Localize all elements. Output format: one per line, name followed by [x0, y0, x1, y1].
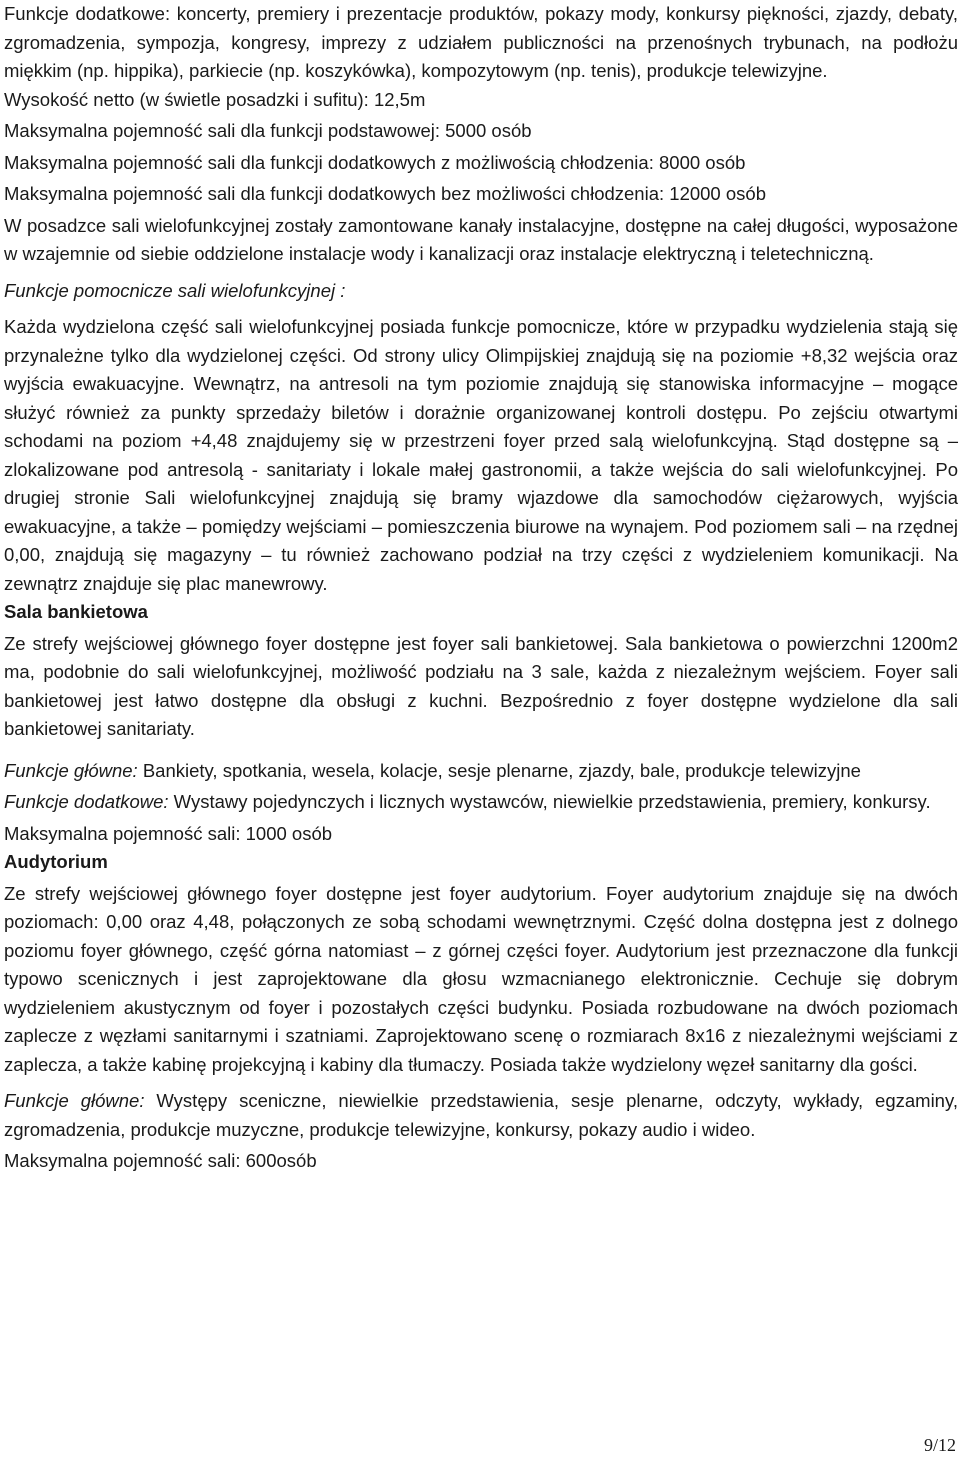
- auditorium-main-functions-text: Występy sceniczne, niewielkie przedstawienia, sesje plenarne, odczyty, wykłady, egzaminy, zgromadzenia, produkcje muzyczne, produkcje telewizyjne, konkursy, pokazy audio i wideo.: [4, 1090, 958, 1140]
- document-page: [4, 0, 958, 1176]
- auditorium-heading: Audytorium: [4, 851, 108, 872]
- spec-height: Wysokość netto (w świetle posadzki i sufitu): 12,5m: [4, 88, 426, 110]
- spec-capacity-basic: Maksymalna pojemność sali dla funkcji podstawowej: 5000 osób: [4, 120, 532, 141]
- spec-capacity-no-cooling: Maksymalna pojemność sali dla funkcji dodatkowych bez możliwości chłodzenia: 12000 osób: [4, 183, 766, 204]
- page-number: 9/12: [923, 1435, 956, 1455]
- auxiliary-functions-paragraph: Każda wydzielona część sali wielofunkcyjnej posiada funkcje pomocnicze, które w przypadku wydzielenia stają się przynależne tylko dla wydzielonej części. Od strony ulicy Olimpijskiej znajdują się na poziomie +8,32 wejścia oraz wyjścia ewakuacyjne. Wewnątrz, na antresoli na tym poziomie znajdują się stanowiska informacyjne – mogące służyć również za punkty sprzedaży biletów i dorażnie organizowanej kontroli dostępu. Po zejściu otwartymi schodami na poziom +4,48 znajdujemy się w przestrzeni foyer przed salą wielofunkcyjną. Stąd dostępne są – zlokalizowane pod antresolą - sanitariaty i lokale małej gastronomii, a także wejścia do sali wielofunkcyjnej. Po drugiej stronie Sali wielofunkcyjnej znajdują się bramy wjazdowe dla samochodów ciężarowych, wyjścia ewakuacyjne, a także – pomiędzy wejściami – pomieszczenia biurowe na wynajem. Pod poziomem sali – na rzędnej 0,00, znajdują się magazyny – tu również zachowano podział na trzy części z wydzieleniem komunikacji. Na zewnątrz znajduje się plac manewrowy.: [4, 316, 958, 594]
- auxiliary-functions-label: Funkcje pomocnicze sali wielofunkcyjnej :: [4, 279, 346, 301]
- banquet-hall-heading: Sala bankietowa: [4, 601, 148, 622]
- auditorium-main-functions-label: Funkcje główne:: [4, 1090, 145, 1111]
- banquet-extra-functions: [4, 788, 958, 817]
- installations-paragraph: W posadzce sali wielofunkcyjnej zostały zamontowane kanały instalacyjne, dostępne na całej długości, wyposażone w wzajemnie od siebie oddzielone instalacje wody i kanalizacji oraz instalacje elektryczną i teletechniczną.: [4, 214, 958, 264]
- banquet-extra-functions-text: Wystawy pojedynczych i licznych wystawców, niewielkie przedstawienia, premiery, konkursy.: [168, 791, 931, 812]
- banquet-extra-functions-label: Funkcje dodatkowe:: [4, 791, 169, 812]
- auditorium-main-functions: [4, 1087, 958, 1144]
- spec-capacity-cooling: Maksymalna pojemność sali dla funkcji dodatkowych z możliwością chłodzenia: 8000 osób: [4, 151, 746, 173]
- banquet-main-functions: [4, 757, 958, 786]
- auditorium-capacity: Maksymalna pojemność sali: 600osób: [4, 1150, 317, 1171]
- banquet-main-functions-text: Bankiety, spotkania, wesela, kolacje, sesje plenarne, zjazdy, bale, produkcje telewizyjne: [137, 759, 861, 781]
- auditorium-paragraph: Ze strefy wejściowej głównego foyer dostępne jest foyer audytorium. Foyer audytorium znajduje się na dwóch poziomach: 0,00 oraz 4,48, połączonych ze sobą schodami wewnętrznymi. Część dolna dostępna jest z dolnego poziomu foyer głównego, część górna natomiast – z górnej części foyer. Audytorium jest przeznaczone dla funkcji typowo scenicznych i jest zaprojektowane dla głosu wzmacnianego elektronicznie. Cechuje się dobrym wydzieleniem akustycznym od foyer i pozostałych części budynku. Posiada rozbudowane na dwóch poziomach zaplecze z węzłami sanitarnymi i szatniami. Zaprojektowano scenę o rozmiarach 8x16 z niezależnymi wejściami z zaplecza, a także kabinę projekcyjną i kabiny dla tłumaczy. Posiada także wydzielony węzeł sanitarny dla gości.: [4, 882, 958, 1075]
- banquet-hall-paragraph: Ze strefy wejściowej głównego foyer dostępne jest foyer sali bankietowej. Sala bankietowa o powierzchni 1200m2 ma, podobnie do sali wielofunkcyjnej, możliwość podziału na 3 sale, każda z niezależnym wejściem. Foyer sali bankietowej jest łatwo dostępne dla obsługi z kuchni. Bezpośrednio z foyer dostępne wydzielone dla sali bankietowej sanitariaty.: [4, 632, 958, 739]
- banquet-capacity: Maksymalna pojemność sali: 1000 osób: [4, 822, 333, 844]
- intro-paragraph: Funkcje dodatkowe: koncerty, premiery i prezentacje produktów, pokazy mody, konkursy piękności, zjazdy, debaty, zgromadzenia, sympozja, kongresy, imprezy z udziałem publiczności na przenośnych trybunach, na podłożu miękkim (np. hippika), parkiecie (np. koszykówka), kompozytowym (np. tenis), produkcje telewizyjne.: [4, 3, 958, 81]
- banquet-main-functions-label: Funkcje główne:: [4, 759, 138, 781]
